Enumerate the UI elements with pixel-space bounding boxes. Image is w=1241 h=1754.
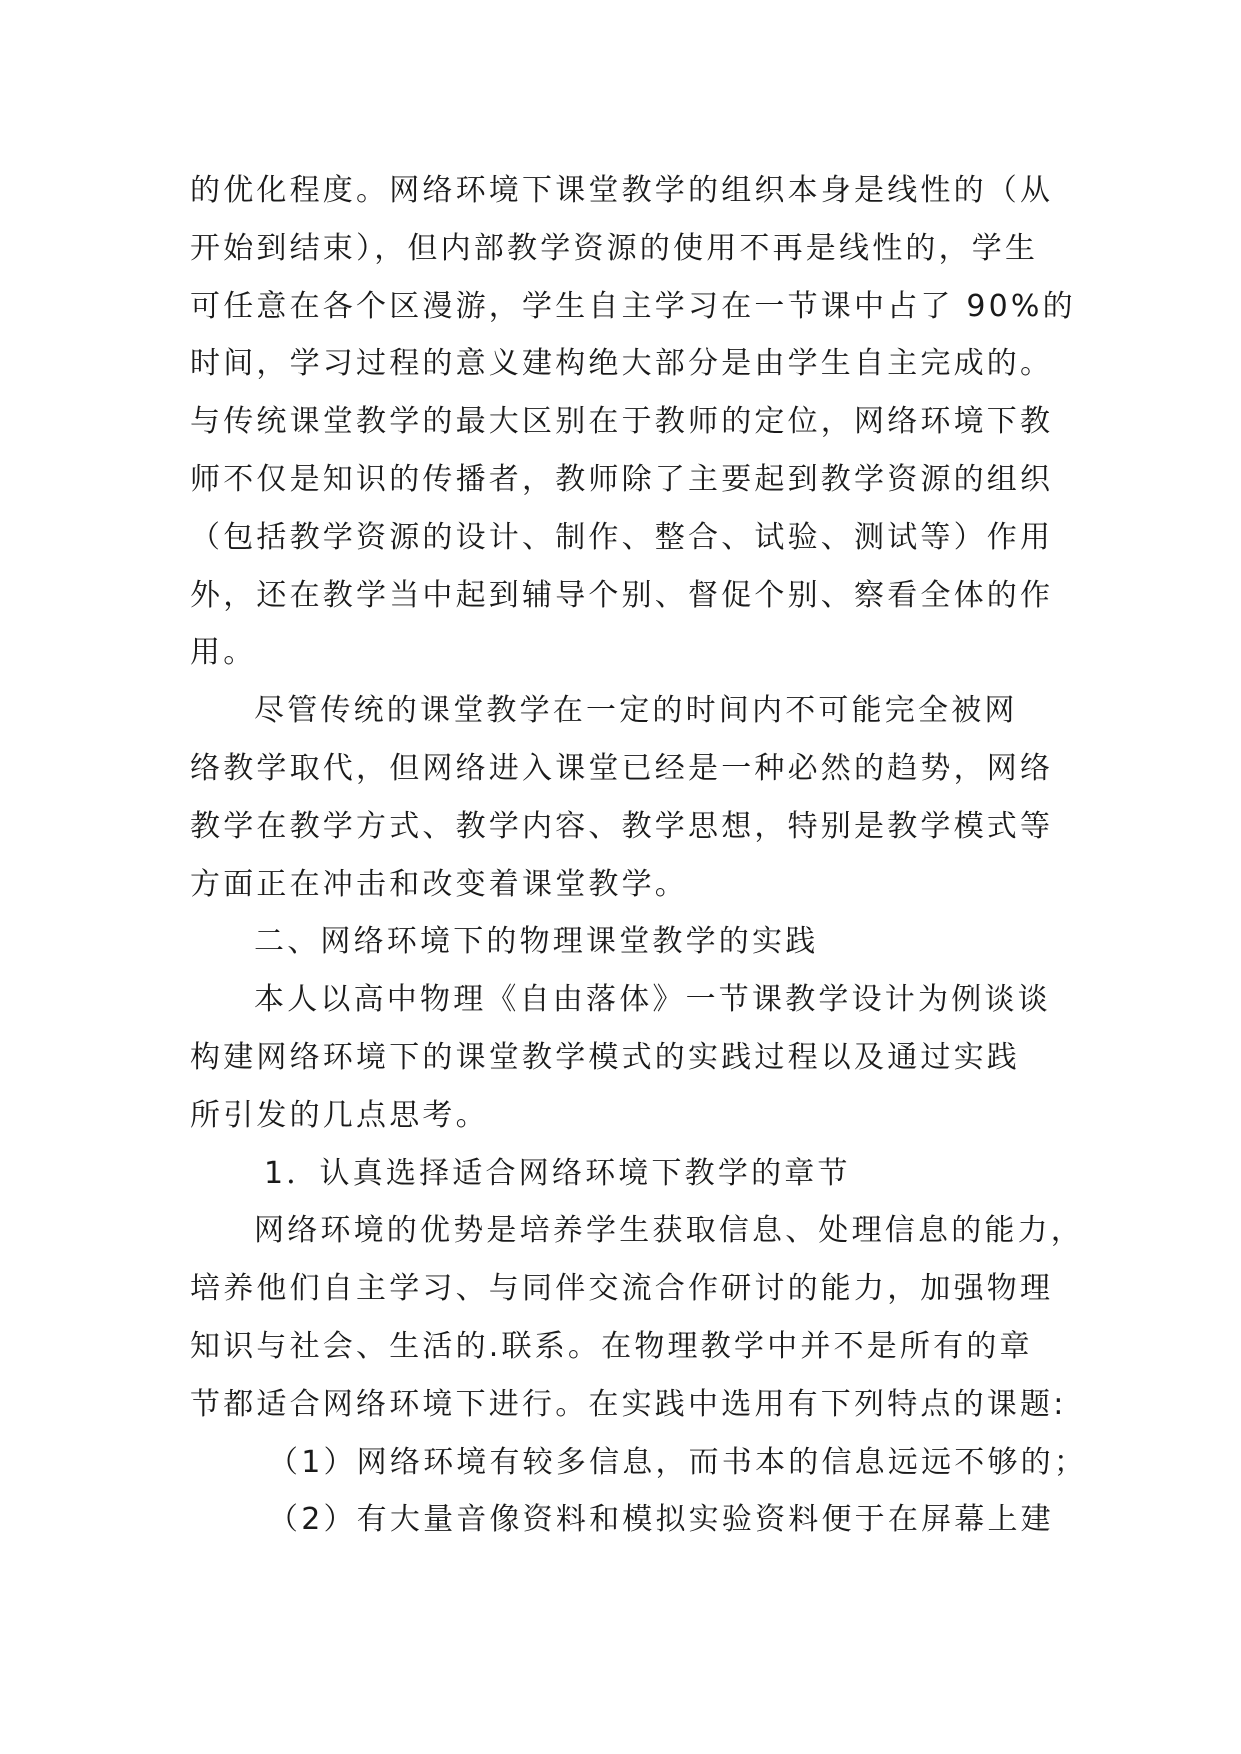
paragraph-line: 时间，学习过程的意义建构绝大部分是由学生自主完成的。: [190, 346, 1054, 382]
paragraph-line: 网络环境的优势是培养学生获取信息、处理信息的能力，: [254, 1213, 1084, 1249]
paragraph-line: 的优化程度。网络环境下课堂教学的组织本身是线性的（从: [190, 173, 1054, 208]
paragraph-line: 可任意在各个区漫游，学生自主学习在一节课中占了 90%的: [190, 288, 1076, 324]
paragraph-line: 知识与社会、生活的.联系。在物理教学中并不是所有的章: [190, 1328, 1033, 1364]
subsection-heading: 1．认真选择适合网络环境下教学的章节: [264, 1155, 851, 1191]
paragraph-line: 用。: [190, 635, 257, 671]
paragraph-line: 教学在教学方式、教学内容、教学思想，特别是教学模式等: [190, 808, 1054, 844]
paragraph-line: 节都适合网络环境下进行。在实践中选用有下列特点的课题:: [190, 1386, 1067, 1422]
section-heading: 二、网络环境下的物理课堂教学的实践: [254, 924, 819, 960]
paragraph-line: 外，还在教学当中起到辅导个别、督促个别、察看全体的作: [190, 577, 1054, 613]
paragraph-line: 尽管传统的课堂教学在一定的时间内不可能完全被网: [254, 693, 1018, 729]
list-item: （1）网络环境有较多信息，而书本的信息远远不够的；: [268, 1444, 1088, 1480]
paragraph-line: 所引发的几点思考。: [190, 1097, 489, 1133]
paragraph-line: 构建网络环境下的课堂教学模式的实践过程以及通过实践: [190, 1039, 1020, 1075]
document-body: [190, 162, 1088, 1549]
paragraph-line: 师不仅是知识的传播者，教师除了主要起到教学资源的组织: [190, 461, 1054, 497]
list-item: （2）有大量音像资料和模拟实验资料便于在屏幕上建: [268, 1502, 1054, 1538]
paragraph-line: （包括教学资源的设计、制作、整合、试验、测试等）作用: [190, 519, 1054, 555]
paragraph-line: 与传统课堂教学的最大区别在于教师的定位，网络环境下教: [190, 404, 1054, 440]
paragraph-line: 络教学取代，但网络进入课堂已经是一种必然的趋势，网络: [190, 750, 1054, 786]
paragraph-line: 方面正在冲击和改变着课堂教学。: [190, 866, 688, 902]
paragraph-line: 本人以高中物理《自由落体》一节课教学设计为例谈谈: [254, 982, 1051, 1018]
paragraph-line: 培养他们自主学习、与同伴交流合作研讨的能力，加强物理: [190, 1271, 1054, 1307]
paragraph-line: 开始到结束），但内部教学资源的使用不再是线性的，学生: [190, 230, 1039, 266]
